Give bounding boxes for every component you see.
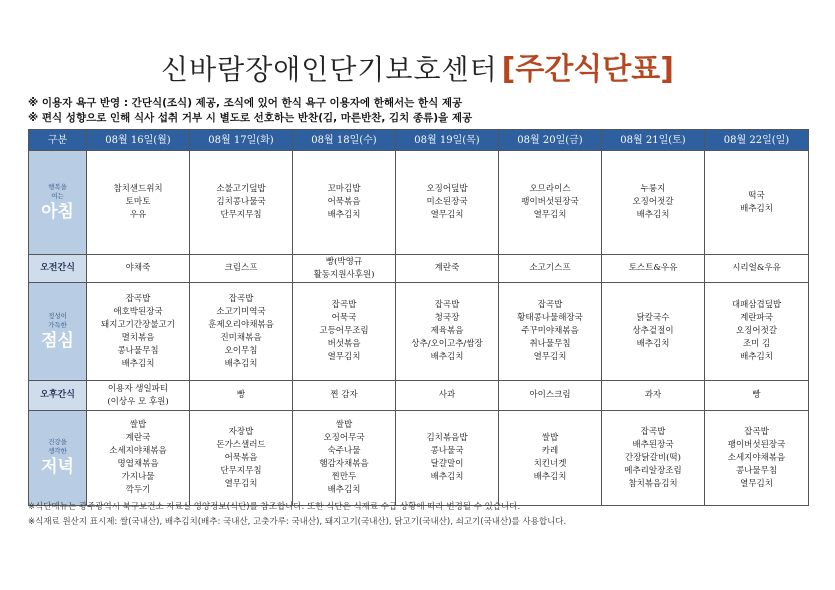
meal-label-name: 저녁 — [41, 457, 74, 477]
menu-item: 꼬마김밥 — [327, 184, 361, 194]
menu-item: 배추김치 — [533, 472, 567, 482]
menu-cell — [87, 381, 190, 411]
menu-item: 돼지고기간장불고기 — [101, 319, 175, 330]
menu-item: 계란죽 — [434, 263, 460, 273]
menu-item: 단무지무침 — [220, 465, 262, 476]
menu-item: 빵(박영규 — [325, 256, 363, 267]
menu-cell — [602, 255, 705, 283]
menu-item: 황태콩나물해장국 — [517, 313, 583, 323]
menu-item: 자장밥 — [228, 426, 254, 437]
menu-item: 조미 김 — [742, 339, 771, 349]
menu-item: 가지나물 — [121, 472, 155, 482]
meal-label — [29, 411, 87, 506]
meal-label-tagline: 가득한 — [48, 320, 67, 329]
menu-item: 멸치볶음 — [121, 332, 155, 343]
footer-note: ※식단메뉴는 광주광역시 북구보건소 자료실 영양정보(식단)를 참조합니다. 또한 식단은 식재료 수급 상황에 따라 변경될 수 있습니다. — [28, 502, 521, 512]
menu-item: 제육볶음 — [430, 326, 464, 336]
menu-item: 계란국 — [125, 433, 151, 443]
meal-label-name: 점심 — [41, 330, 74, 351]
snack-label: 오전간식 — [29, 255, 87, 283]
menu-item: 진미채볶음 — [220, 332, 262, 343]
menu-cell — [499, 283, 602, 381]
weekly-menu-title: [주간식단표] — [501, 52, 674, 87]
menu-cell — [499, 411, 602, 506]
menu-cell — [499, 381, 602, 411]
center-name: 신바람장애인단기보호센터 — [161, 53, 498, 86]
page-title — [0, 44, 835, 88]
header-corner: 구분 — [29, 130, 87, 151]
menu-cell — [293, 255, 396, 283]
meal-label-tagline: 건강을 — [48, 438, 67, 446]
header-day: 08월 19일(목) — [396, 130, 499, 151]
menu-item: 치킨너겟 — [533, 459, 567, 469]
menu-item: 우유 — [129, 210, 147, 220]
menu-item: 배추김치 — [430, 472, 464, 482]
menu-item: 열무김치 — [533, 210, 567, 220]
menu-item: 잡곡밥 — [434, 300, 460, 310]
menu-cell — [602, 151, 705, 255]
note-line: ※ 편식 성향으로 인해 식사 섭취 거부 시 별도로 선호하는 반찬(김, 마른반찬, 김치 종류)을 제공 — [28, 112, 473, 124]
menu-item: 배추김치 — [121, 358, 155, 369]
menu-item: 팽이버섯된장국 — [727, 439, 786, 450]
menu-item: 쌀밥 — [541, 433, 559, 443]
menu-item: 과자 — [644, 390, 662, 400]
menu-item: 상추/오이고추/쌈장 — [411, 339, 483, 349]
menu-item: 잡곡밥 — [537, 300, 563, 310]
menu-item: 버섯볶음 — [327, 339, 361, 349]
menu-item: 사과 — [438, 390, 456, 400]
menu-item: 배추김치 — [740, 352, 773, 362]
menu-item: 숙주나물 — [327, 446, 361, 456]
menu-item: 김치볶음밥 — [426, 433, 468, 443]
menu-item: 콩나물국 — [430, 446, 464, 456]
menu-item: (이상우 모 후원) — [107, 396, 169, 407]
menu-item: 누룽지 — [640, 184, 666, 194]
header-day: 08월 21일(토) — [602, 130, 705, 151]
menu-cell — [602, 283, 705, 381]
menu-item: 토마토 — [125, 197, 151, 207]
menu-table — [28, 129, 809, 506]
menu-item: 오징어무국 — [323, 433, 365, 443]
menu-item: 팽이버섯된장국 — [521, 197, 579, 207]
menu-cell — [396, 381, 499, 411]
menu-item: 훈제오리야채볶음 — [208, 319, 274, 330]
menu-item: 이용자 생일파티 — [107, 383, 169, 394]
meal-label-tagline: 행복을 — [48, 182, 67, 191]
menu-item: 떡국 — [748, 190, 765, 201]
menu-cell — [87, 283, 190, 381]
menu-item: 열무김치 — [430, 210, 464, 220]
menu-cell — [705, 255, 809, 283]
menu-cell — [293, 151, 396, 255]
menu-item: 찐 감자 — [330, 390, 358, 400]
header-day: 08월 17일(화) — [190, 130, 293, 151]
menu-item: 빵 — [236, 390, 246, 400]
menu-item: 열무김치 — [740, 478, 773, 489]
menu-item: 배추김치 — [636, 210, 670, 220]
menu-cell — [396, 411, 499, 506]
menu-item: 배추김치 — [224, 358, 258, 369]
meal-label-tagline: 정성이 — [48, 311, 67, 320]
menu-item: 애호박된장국 — [113, 306, 163, 317]
menu-item: 주꾸미야채볶음 — [521, 326, 579, 336]
menu-item: 청국장 — [434, 313, 460, 323]
menu-cell — [396, 151, 499, 255]
menu-item: 배추김치 — [636, 339, 670, 349]
menu-item: 돈가스샐러드 — [216, 439, 266, 450]
menu-item: 열무김치 — [327, 352, 361, 362]
menu-cell — [190, 411, 293, 506]
menu-item: 아이스크림 — [529, 390, 571, 400]
menu-item: 쌀밥 — [335, 420, 353, 430]
menu-item: 배추김치 — [430, 352, 464, 362]
menu-cell — [396, 283, 499, 381]
menu-item: 메추리알장조림 — [624, 465, 682, 476]
menu-item: 김치콩나물국 — [216, 197, 266, 207]
menu-item: 오이무침 — [224, 345, 258, 356]
menu-item: 대패삼겹덮밥 — [731, 300, 782, 310]
menu-item: 닭칼국수 — [636, 313, 670, 323]
menu-cell — [602, 411, 705, 506]
menu-item: 잡곡밥 — [228, 293, 254, 304]
header-row — [29, 130, 809, 151]
menu-cell — [705, 151, 809, 255]
menu-cell — [293, 283, 396, 381]
menu-item: 달걀말이 — [430, 459, 464, 469]
menu-item: 참치샌드위치 — [113, 184, 163, 194]
menu-item: 활동지원사후원) — [313, 269, 375, 280]
menu-cell — [705, 411, 809, 506]
menu-item: 배추김치 — [327, 485, 361, 495]
row-lunch — [29, 283, 809, 381]
menu-item: 오징어젓갈 — [632, 197, 674, 207]
header-day: 08월 18일(수) — [293, 130, 396, 151]
menu-cell — [705, 283, 809, 381]
row-snack-am — [29, 255, 809, 283]
menu-item: 상추겉절이 — [632, 326, 674, 336]
menu-item: 취나물무침 — [529, 339, 571, 349]
row-snack-pm — [29, 381, 809, 411]
notes — [28, 96, 472, 126]
menu-cell — [87, 151, 190, 255]
menu-cell — [190, 151, 293, 255]
menu-item: 햄감자채볶음 — [319, 459, 369, 469]
menu-item: 콩나물무침 — [735, 465, 778, 476]
menu-cell — [87, 255, 190, 283]
menu-item: 열무김치 — [533, 352, 567, 362]
menu-item: 쌀밥 — [129, 420, 147, 430]
menu-item: 잡곡밥 — [744, 426, 769, 437]
menu-item: 간장닭갈비(떡) — [625, 452, 681, 463]
menu-item: 소세지야채볶음 — [109, 446, 167, 456]
menu-item: 깍두기 — [125, 485, 151, 495]
menu-cell — [190, 381, 293, 411]
menu-item: 계란파국 — [740, 313, 773, 323]
menu-item: 콩나물무침 — [117, 345, 159, 356]
menu-item: 야채죽 — [125, 263, 151, 273]
menu-item: 어묵국 — [331, 313, 357, 323]
menu-item: 찐만두 — [331, 472, 357, 482]
menu-item: 소세지야채볶음 — [727, 452, 786, 463]
menu-cell — [602, 381, 705, 411]
header-day: 08월 16일(월) — [87, 130, 190, 151]
menu-item: 카레 — [541, 446, 559, 456]
meal-label — [29, 283, 87, 381]
menu-item: 잡곡밥 — [640, 426, 666, 437]
meal-label-tagline: 생각한 — [48, 447, 67, 455]
menu-item: 배추김치 — [327, 210, 361, 220]
menu-item: 오징어젓갈 — [735, 326, 778, 336]
menu-item: 배추된장국 — [632, 439, 674, 450]
menu-cell — [190, 255, 293, 283]
menu-item: 오징어덮밥 — [426, 184, 468, 194]
footer — [28, 500, 566, 530]
note-line: ※ 이용자 욕구 반영 : 간단식(조식) 제공, 조식에 있어 한식 욕구 이용자에 한해서는 한식 제공 — [28, 97, 463, 109]
menu-item: 소고기스프 — [529, 263, 571, 273]
menu-item: 잡곡밥 — [125, 293, 151, 304]
menu-item: 소고기미역국 — [216, 306, 266, 317]
header-day: 08월 22일(일) — [705, 130, 809, 151]
snack-label: 오후간식 — [29, 381, 87, 411]
menu-cell — [87, 411, 190, 506]
meal-label — [29, 151, 87, 255]
menu-item: 명엽채볶음 — [117, 459, 159, 469]
row-breakfast — [29, 151, 809, 255]
footer-note: ※식재료 원산지 표시제: 쌀(국내산), 배추김치(배추: 국내산, 고춧가루: 국내산), 돼지고기(국내산), 닭고기(국내산), 쇠고기(국내산)를 사용합니다. — [28, 517, 567, 527]
menu-item: 오므라이스 — [529, 184, 571, 194]
menu-item: 어묵볶음 — [224, 452, 258, 463]
header-day: 08월 20일(금) — [499, 130, 602, 151]
menu-cell — [396, 255, 499, 283]
menu-cell — [499, 151, 602, 255]
meal-label-name: 아침 — [41, 201, 74, 222]
row-dinner — [29, 411, 809, 506]
menu-item: 크림스프 — [224, 263, 258, 273]
menu-item: 단무지무침 — [220, 210, 262, 220]
menu-item: 열무김치 — [224, 478, 258, 489]
menu-item: 배추김치 — [740, 203, 773, 214]
menu-item: 소불고기덮밥 — [216, 184, 266, 194]
menu-item: 미소된장국 — [426, 197, 468, 207]
menu-cell — [499, 255, 602, 283]
meal-label-tagline: 여는 — [51, 191, 64, 200]
menu-cell — [705, 381, 809, 411]
menu-item: 토스트&우유 — [628, 263, 678, 273]
menu-item: 고등어무조림 — [319, 326, 369, 336]
menu-cell — [293, 411, 396, 506]
menu-item: 잡곡밥 — [331, 300, 357, 310]
menu-item: 어묵볶음 — [327, 197, 361, 207]
menu-cell — [293, 381, 396, 411]
menu-item: 빵 — [752, 390, 761, 400]
menu-item: 참치볶음김치 — [628, 478, 678, 489]
menu-item: 시리얼&우유 — [732, 263, 781, 273]
menu-cell — [190, 283, 293, 381]
